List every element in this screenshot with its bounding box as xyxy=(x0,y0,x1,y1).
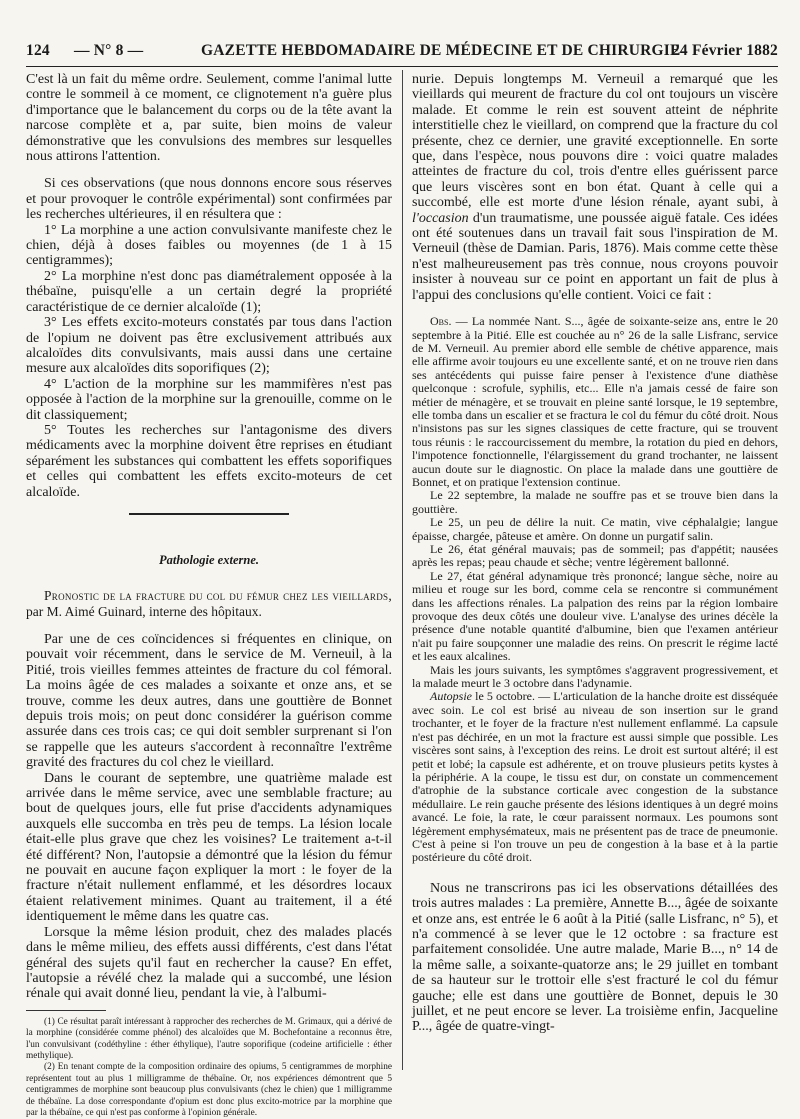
list-item: 4° L'action de la morphine sur les mammifères n'est pas opposée à l'action de la morphine sur la grenouille, comme on le dit classiquement; xyxy=(26,376,392,423)
observation-entry: Le 27, état général adynamique très prononcé; langue sèche, noire au milieu et rouge sur les bord, comme cela se rencontre si communément dans les affections rénales. La palpation des reins par la région lombaire provoque des deux côtés une douleur vive. L'analyse des urines décèle la présence d'une notable quantité d'albumine, bien que l'examen antérieur n'ait pu faire soupçonner une maladie des reins. On prescrit le régime lacté et les eaux alcalines. xyxy=(412,568,778,664)
observation-entry: Le 26, état général mauvais; pas de sommeil; pas d'appétit; nausées après les repas; peau chaude et sèche; ventre légèrement ballonné. xyxy=(412,542,778,570)
list-item: 2° La morphine n'est donc pas diamétralement opposée à la thébaïne, puisqu'elle a un certain degré la propriété caractéristique de ce dernier alcaloïde (1); xyxy=(26,268,392,315)
list-item: 1° La morphine a une action convulsivante manifeste chez le chien, déjà à doses faibles ou moyennes (de 1 à 15 centigrammes); xyxy=(26,222,392,269)
observation-entry: Le 25, un peu de délire la nuit. Ce matin, vive céphalalgie; langue épaisse, chargée, pâteuse et amère. On donne un purgatif salin. xyxy=(412,515,778,543)
paragraph: Lorsque la même lésion produit, chez des malades placés dans le même milieu, des effets aussi différents, c'est dans l'état général des sujets qu'il faut en rechercher la cause? En effet, l'autopsie a révélé chez la malade qui a succombé, une lésion rénale qui avait donné lieu, pendant la vie, à l'albumi- xyxy=(26,924,392,1002)
footnote: (1) Ce résultat paraît intéressant à rapprocher des recherches de M. Grimaux, qui a dérivé de la morphine (considérée comme phénol) des alcaloïdes que M. Bochefontaine a reconnus être, l'un convulsivant (codéthyline : éther éthylique), l'autre soporifique (codeine artificielle : éther methylique). xyxy=(26,1016,392,1061)
page-number: 124 xyxy=(26,42,50,59)
intro-text-end: d'un traumatisme, une poussée aiguë fatale. Ces idées ont été soutenues dans un travail fait sous l'inspiration de M. Verneuil (thèse de Damian. Paris, 1876). Mais comme cette thèse n'est malheureusement pas très connue, nous croyons pouvoir insister à nouveau sur ce point en apportant un fait de plus à l'appui des conclusions qu'elle contient. Voici ce fait : xyxy=(412,210,778,303)
paragraph: Dans le courant de septembre, une quatrième malade est arrivée dans le même service, avec une semblable fracture; au bout de quelques jours, elle fut prise d'accidents adynamiques auxquels elle succomba en très peu de temps. La lésion locale était-elle plus grave que chez les voisines? Le traitement a-t-il été différent? Non, l'autopsie a démontré que la lésion du fémur ne pouvait en aucune façon expliquer la mort : le foyer de la fracture n'était nullement enflammé, et les désordres locaux étaient relativement minimes. Quant au traitement, il a été identiquement le même dans les quatre cas. xyxy=(26,770,392,925)
issue-date: 24 Février 1882 xyxy=(671,42,778,59)
paragraph: Si ces observations (que nous donnons encore sous réserves et pour provoquer le contrôle expérimental) sont confirmées par les recherches ultérieures, il en résultera que : xyxy=(26,176,392,223)
article-title xyxy=(26,588,392,620)
observation xyxy=(412,315,778,489)
obs-text: — La nommée Nant. S..., âgée de soixante-seize ans, entre le 20 septembre à la Pitié. Elle est couchée au n° 26 de la salle Lisfranc, service de M. Verneuil. Au premier abord elle semble de chétive apparence, mais elle affirme avoir toujours eu une excellente santé, et on ne trouve rien dans ses antécédents qui puisse faire penser à l'existence d'une diathèse quelconque : scrofule, syphilis, etc... Elle n'a jamais cessé de faire son métier de ménagère, et se trouvait en pleine santé lorsque, le 19 septembre, elle tomba dans un escalier et se fractura le col du fémur du côté droit. Nous n'insistons pas sur les signes classiques de cette fracture, qui se trouvent tous réunis : le raccourcissement du membre, la rotation du pied en dehors, l'impotence fonctionnelle, l'élargissement du grand trochanter, ne laissent aucun doute sur le diagnostic. On place la malade dans une gouttière de Bonnet, et on pratique l'extension continue. xyxy=(412,314,778,489)
observation-entry: Mais les jours suivants, les symptômes s'aggravent progressivement, et la malade meurt le 3 octobre dans l'adynamie. xyxy=(412,662,778,691)
intro-text: nurie. Depuis longtemps M. Verneuil a remarqué que les vieillards qui meurent de fracture du col ont toujours un viscère malade. Et comme le rein est souvent atteint de néphrite interstitielle chez le vieillard, on comprend que la fracture du col présente, chez ce dernier, une gravité exceptionnelle. En sorte que, dans l'espèce, nous pouvons dire : voici quatre malades atteintes de fracture du col, trois d'entre elles guérissent parce que leurs viscères sont en bon état. Quant à celle qui a succombé, elle est morte d'une lésion rénale, ayant subi, à xyxy=(412,72,778,211)
paragraph: C'est là un fait du même ordre. Seulement, comme l'animal lutte contre le sommeil à ce moment, ce clignotement n'a guère plus d'importance que le balancement du corps ou de la tête avant la narcose complète et a, par suite, bien moins de valeur démonstrative que les convulsions des membres sur lesquelles nous attirons l'attention. xyxy=(26,72,392,165)
list-item: 5° Toutes les recherches sur l'antagonisme des divers médicaments avec la morphine doivent être reprises en étudiant séparément les substances qui combattent les effets soporifiques et celles qui combattent les effets excito-moteurs de cet alcaloïde. xyxy=(26,422,392,500)
autopsy xyxy=(412,690,778,864)
paragraph: Nous ne transcrirons pas ici les observations détaillées des trois autres malades : La première, Annette B..., âgée de soixante et onze ans, est entrée le 6 août à la Pitié (salle Lisfranc, n° 5), et n'a commencé à se lever que le 12 octobre : sa fracture est parfaitement consolidée. Une autre malade, Marie B..., n° 14 de la même salle, a soixante-quatorze ans; le 29 juillet en tombant de sa hauteur sur le trottoir elle s'est fracturé le col du fémur gauche; elle est dans une gouttière de Bonnet, depuis le 30 juillet, et ne peut encore se lever. La troisième enfin, Jacqueline P..., âgée de quatre-vingt- xyxy=(412,880,778,1035)
article-title-text: Pronostic de la fracture du col du fémur chez les vieillards, xyxy=(44,587,392,603)
obs-tag: Obs. xyxy=(430,314,452,329)
article-byline: par M. Aimé Guinard, interne des hôpitaux. xyxy=(26,603,262,619)
list-item: 3° Les effets excito-moteurs constatés par tous dans l'action de l'opium ne doivent pas être exclusivement attribués aux alcaloïdes dits convulsivants, mais aussi dans une certaine mesure aux alcaloïdes dits soporifiques (2); xyxy=(26,315,392,377)
paragraph: Par une de ces coïncidences si fréquentes en clinique, on pouvait voir récemment, dans le service de M. Verneuil, à la Pitié, trois vieilles femmes atteintes de fracture du col fémoral. La moins âgée de ces malades a soixante et onze ans, et se trouve, comme les deux autres, dans une gouttière de Bonnet depuis trois mois; on peut donc considérer la guérison comme assurée dans ces trois cas; ce qui doit sembler surprenant si l'on se rappelle que les auteurs s'accordent à reconnaître l'extrême gravité des fractures du col chez le vieillard. xyxy=(26,631,392,771)
footnote-rule xyxy=(26,1010,106,1011)
column-divider xyxy=(402,70,403,1070)
autopsy-text: le 5 octobre. — L'articulation de la hanche droite est disséquée avec soin. Le col est brisé au niveau de son insertion sur le grand trochanter, et le foyer de la fracture n'est nullement enflammé. La capsule n'est pas déchirée, en un mot la fracture est aussi simple que possible. Les viscères sont sains, à l'exception des reins. Le droit est surtout altéré; il est petit et lobé; la capsule est adhérente, et on trouve plusieurs petits kystes à la périphérie. A la coupe, le tissu est dur, on constate un commencement d'atrophie de la substance corticale avec congestion de la substance médullaire. Le rein gauche présente des lésions identiques à un degré moins avancé. Le foie, la rate, le cœur paraissent normaux. Les poumons sont légèrement emphysémateux, mais ne présentent pas de trace de pneumonie. C'est à peine si l'on trouve un peu de congestion à la base et à la partie postérieure du côté droit. xyxy=(412,689,778,865)
emphasis: l'occasion xyxy=(412,210,469,226)
footnote: (2) En tenant compte de la composition ordinaire des opiums, 5 centigrammes de morphine représentent tout au plus 1 milligramme de thébaïne. Or, nos expériences démontrent que 5 centigrammes de morphine sont beaucoup plus convulsivants (chez le chien) que 1 milligramme de thébaïne. La dose correspondante d'opium est donc plus excito-motrice par la morphine que par la thébaïne, ce qui n'est pas conforme à l'opinion générale. xyxy=(26,1062,392,1118)
section-separator xyxy=(129,513,289,515)
section-heading: Pathologie externe. xyxy=(159,552,259,567)
right-column xyxy=(412,72,778,1035)
observation-entry: Le 22 septembre, la malade ne souffre pas et se trouve bien dans la gouttière. xyxy=(412,488,778,516)
running-header xyxy=(26,42,778,66)
autopsy-label: Autopsie xyxy=(430,689,472,704)
journal-title: GAZETTE HEBDOMADAIRE DE MÉDECINE ET DE CHIRURGIE xyxy=(201,42,681,59)
paragraph xyxy=(412,72,778,303)
issue-number: — N° 8 — xyxy=(74,42,144,59)
left-column xyxy=(26,72,392,1119)
header-rule xyxy=(26,66,778,67)
